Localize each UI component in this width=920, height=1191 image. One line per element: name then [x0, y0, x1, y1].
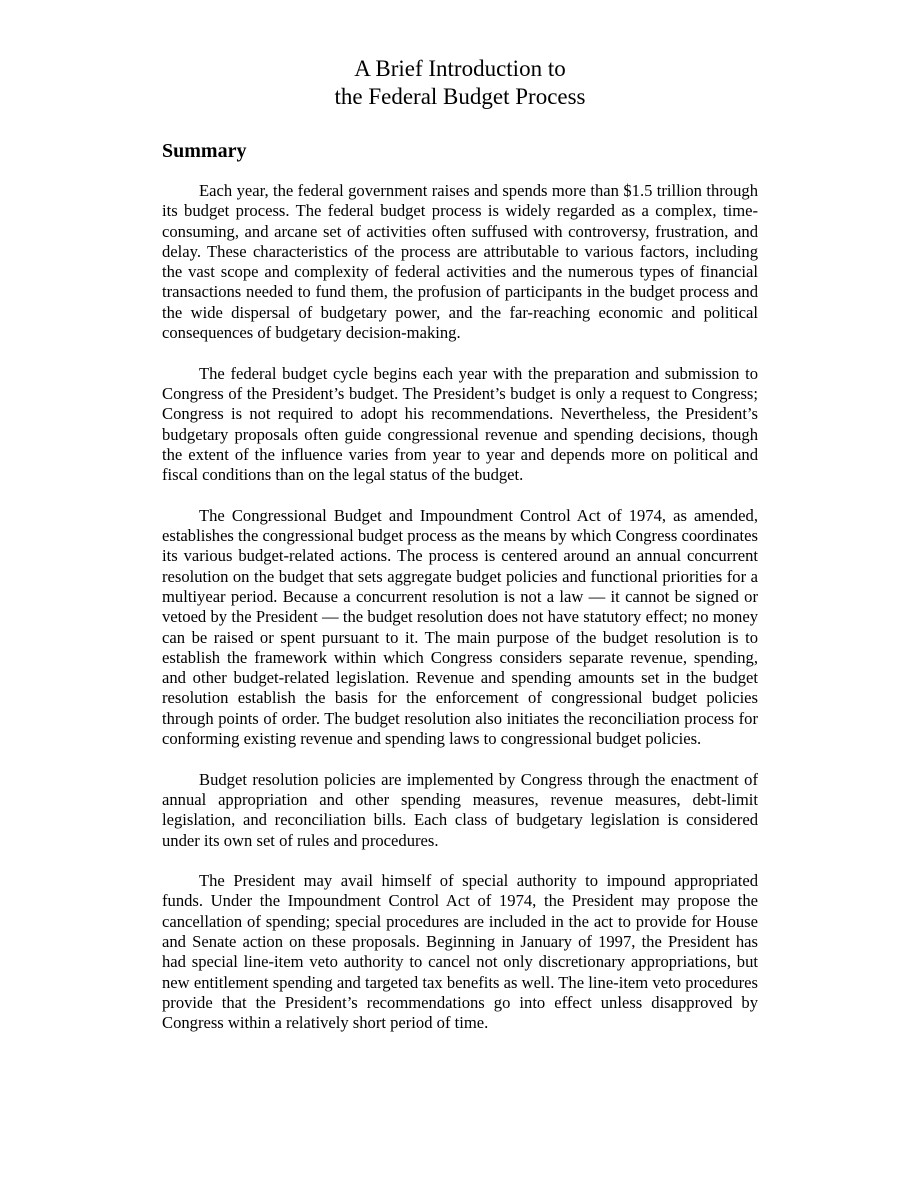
paragraph-2: The federal budget cycle begins each year with the preparation and submission to Congress of the President’s budget. The President’s budget is only a request to Congress; Congress is not required to adopt his recommendations. Nevertheless, the President’s budgetary proposals often guide congressional revenue and spending decisions, though the extent of the influence varies from year to year and depends more on political and fiscal conditions than on the legal status of the budget.: [162, 363, 758, 485]
paragraph-3: The Congressional Budget and Impoundment Control Act of 1974, as amended, establishes the congressional budget process as the means by which Congress coordinates its various budget-related actions. The process is centered around an annual concurrent resolution on the budget that sets aggregate budget policies and functional priorities for a multiyear period. Because a concurrent resolution is not a law — it cannot be signed or vetoed by the President — the budget resolution does not have statutory effect; no money can be raised or spent pursuant to it. The main purpose of the budget resolution is to establish the framework within which Congress considers separate revenue, spending, and other budget-related legislation. Revenue and spending amounts set in the budget resolution establish the basis for the enforcement of congressional budget policies through points of order. The budget resolution also initiates the reconciliation process for conforming existing revenue and spending laws to congressional budget policies.: [162, 505, 758, 749]
title-line-2: the Federal Budget Process: [334, 84, 586, 109]
summary-body: [162, 181, 758, 1033]
paragraph-5: The President may avail himself of special authority to impound appropriated funds. Under the Impoundment Control Act of 1974, the President may propose the cancellation of spending; special procedures are included in the act to provide for House and Senate action on these proposals. Beginning in January of 1997, the President has had special line-item veto authority to cancel not only discretionary appropriations, but new entitlement spending and targeted tax benefits as well. The line-item veto procedures provide that the President’s recommendations go into effect unless disapproved by Congress within a relatively short period of time.: [162, 871, 758, 1033]
paragraph-1: Each year, the federal government raises and spends more than $1.5 trillion through its budget process. The federal budget process is widely regarded as a complex, time-consuming, and arcane set of activities often suffused with controversy, frustration, and delay. These characteristics of the process are attributable to various factors, including the vast scope and complexity of federal activities and the numerous types of financial transactions needed to fund them, the profusion of participants in the budget process and the wide dispersal of budgetary power, and the far-reaching economic and political consequences of budgetary decision-making.: [162, 181, 758, 343]
document-page: [162, 55, 758, 1054]
paragraph-4: Budget resolution policies are implemented by Congress through the enactment of annual appropriation and other spending measures, revenue measures, debt-limit legislation, and reconciliation bills. Each class of budgetary legislation is considered under its own set of rules and procedures.: [162, 769, 758, 850]
title-line-1: A Brief Introduction to: [354, 56, 566, 81]
section-heading-summary: Summary: [162, 140, 247, 162]
document-title: [162, 55, 758, 111]
